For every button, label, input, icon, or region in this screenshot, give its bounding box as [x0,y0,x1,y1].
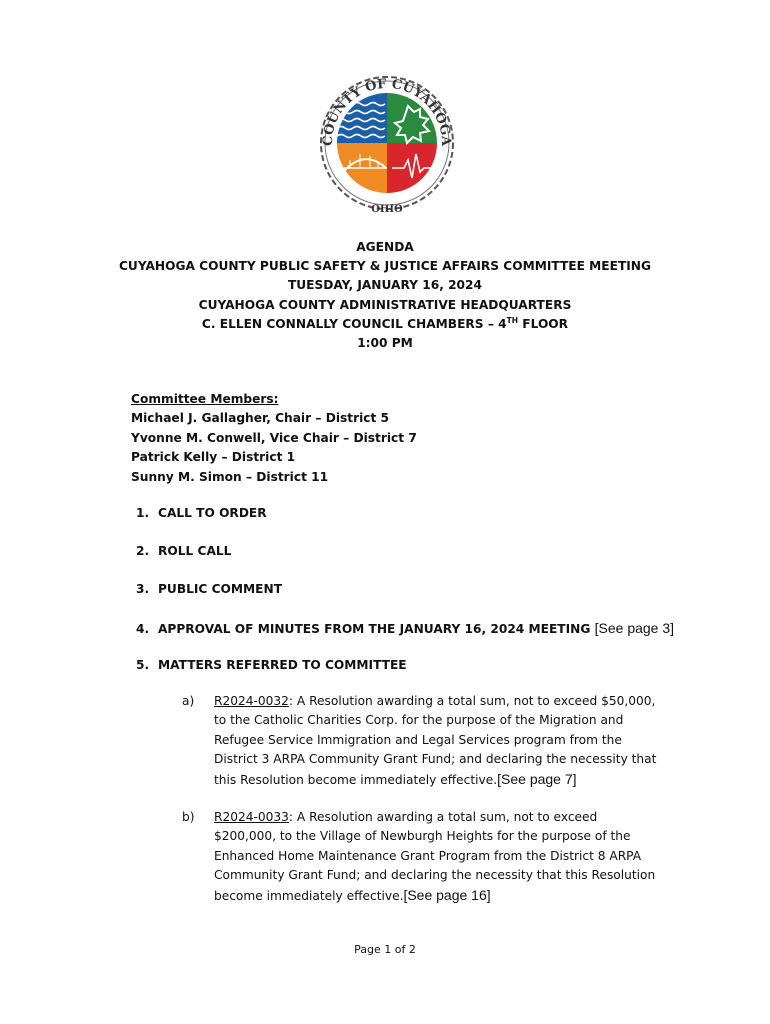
agenda-item-roll-call [136,544,231,558]
committee-members [131,390,417,487]
agenda-item-call-to-order [136,506,267,520]
meeting-room-sup: TH [506,315,519,325]
resolution-line: Enhanced Home Maintenance Grant Program from the District 8 ARPA [214,848,642,863]
agenda-item-number: 3. [136,582,150,596]
agenda-item-text: ROLL CALL [158,544,232,558]
page-reference-link[interactable]: [See page 7] [497,770,577,787]
resolution-line: to the Catholic Charities Corp. for the purpose of the Migration and [214,713,624,728]
resolution-line: Community Grant Fund; and declaring the necessity that this Resolution [214,868,656,883]
resolution-line: : A Resolution awarding a total sum, not to exceed [288,810,598,824]
agenda-item-text: CALL TO ORDER [158,506,267,520]
agenda-item-number: 2. [136,544,150,558]
committee-members-title: Committee Members: [131,392,279,406]
page-number: Page 1 of 2 [354,943,416,956]
page-reference-link[interactable]: [See page 16] [403,886,491,903]
resolution-letter: b) [182,810,195,824]
member-item: Michael J. Gallagher, Chair – District 5 [131,411,390,426]
agenda-item-text: APPROVAL OF MINUTES FROM THE JANUARY 16, 2024 MEETING [158,622,591,636]
seal-bottom-text: OHIO [371,204,403,215]
agenda-item-number: 5. [136,658,150,672]
agenda-header [0,238,770,353]
agenda-item-public-comment [136,582,282,596]
committee-name: CUYAHOGA COUNTY PUBLIC SAFETY & JUSTICE AFFAIRS COMMITTEE MEETING [118,259,652,274]
agenda-item-text: PUBLIC COMMENT [158,582,283,596]
resolution-line: Refugee Service Immigration and Legal Services program from the [214,732,622,747]
resolution-line: become immediately effective. [214,888,404,903]
resolution-line: $200,000, to the Village of Newburgh Heights for the purpose of the [214,829,631,844]
county-seal-logo [312,68,462,218]
resolution-line: : A Resolution awarding a total sum, not to exceed $50,000, [288,694,656,708]
resolution-code-link[interactable]: R2024-0033 [214,810,289,824]
meeting-room-post: FLOOR [518,316,569,331]
page-reference-link[interactable]: [See page 3] [594,620,675,636]
agenda-item-text: MATTERS REFERRED TO COMMITTEE [158,658,407,672]
member-item: Patrick Kelly – District 1 [131,450,296,465]
resolution-body [214,692,664,790]
resolution-line: District 3 ARPA Community Grant Fund; and declaring the necessity that [214,752,657,767]
agenda-item-number: 4. [136,622,150,636]
agenda-item-number: 1. [136,506,150,520]
meeting-time: 1:00 PM [357,336,413,351]
member-item: Sunny M. Simon – District 11 [131,469,329,484]
resolution-line: this Resolution become immediately effective. [214,772,498,787]
meeting-room [0,315,770,334]
resolution-body [214,808,664,906]
resolution-code-link[interactable]: R2024-0032 [214,694,289,708]
member-item: Yvonne M. Conwell, Vice Chair – District 7 [131,430,417,445]
resolution-letter: a) [182,694,195,708]
agenda-title: AGENDA [356,240,414,254]
agenda-item-matters-referred [136,658,407,672]
meeting-building: CUYAHOGA COUNTY ADMINISTRATIVE HEADQUARTERS [198,297,572,312]
meeting-date: TUESDAY, JANUARY 16, 2024 [287,278,483,293]
meeting-room-pre: C. ELLEN CONNALLY COUNCIL CHAMBERS – 4 [201,316,507,331]
agenda-item-approval-minutes [136,620,674,636]
seal-top-text: COUNTY OF CUYAHOGA [320,76,454,147]
